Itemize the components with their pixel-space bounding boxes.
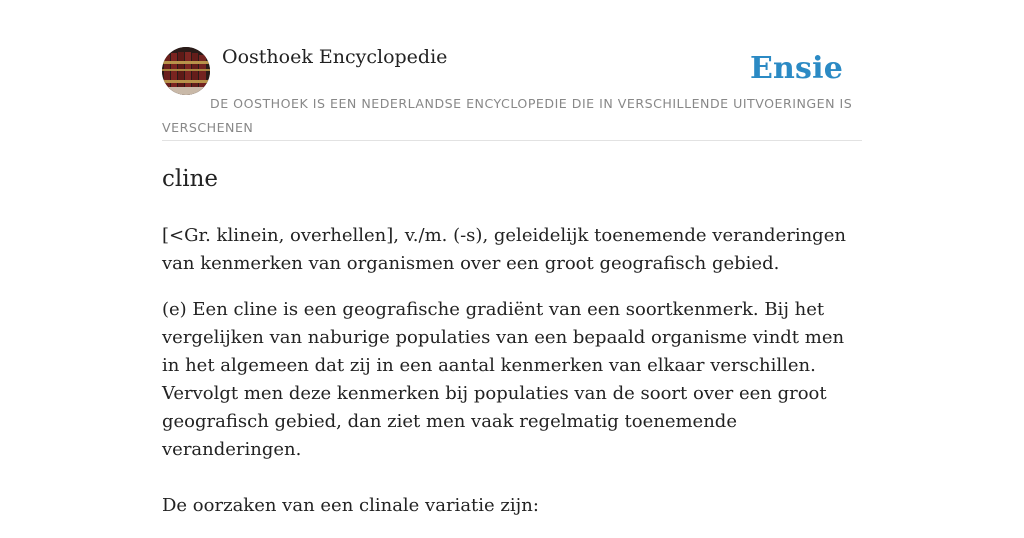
ensie-logo-link[interactable]: Ensie: [749, 51, 843, 86]
entry-title: cline: [162, 166, 219, 192]
entry-paragraph: [<Gr. klinein, overhellen], v./m. (-s), geleidelijk toenemende veranderingen van kenmerken van organismen over een groot geografisch gebied.: [162, 225, 846, 274]
site-tagline: DE OOSTHOEK IS EEN NEDERLANDSE ENCYCLOPEDIE DIE IN VERSCHILLENDE UITVOERINGEN IS VERSCHENEN: [162, 96, 853, 135]
page-header: [162, 45, 862, 141]
site-title[interactable]: Oosthoek Encyclopedie: [222, 46, 448, 68]
entry-paragraph: De oorzaken van een clinale variatie zijn:: [162, 495, 539, 516]
entry-content: [162, 160, 862, 538]
books-image: [162, 47, 210, 95]
encyclopedia-books-avatar[interactable]: [162, 47, 210, 95]
entry-paragraph: (e) Een cline is een geografische gradiënt van een soortkenmerk. Bij het vergelijken van naburige populaties van een bepaald organisme vindt men in het algemeen dat zij in een aantal kenmerken van elkaar verschillen. Vervolgt men deze kenmerken bij populaties van de soort over een groot geografisch gebied, dan ziet men vaak regelmatig toenemende veranderingen.: [162, 299, 845, 460]
